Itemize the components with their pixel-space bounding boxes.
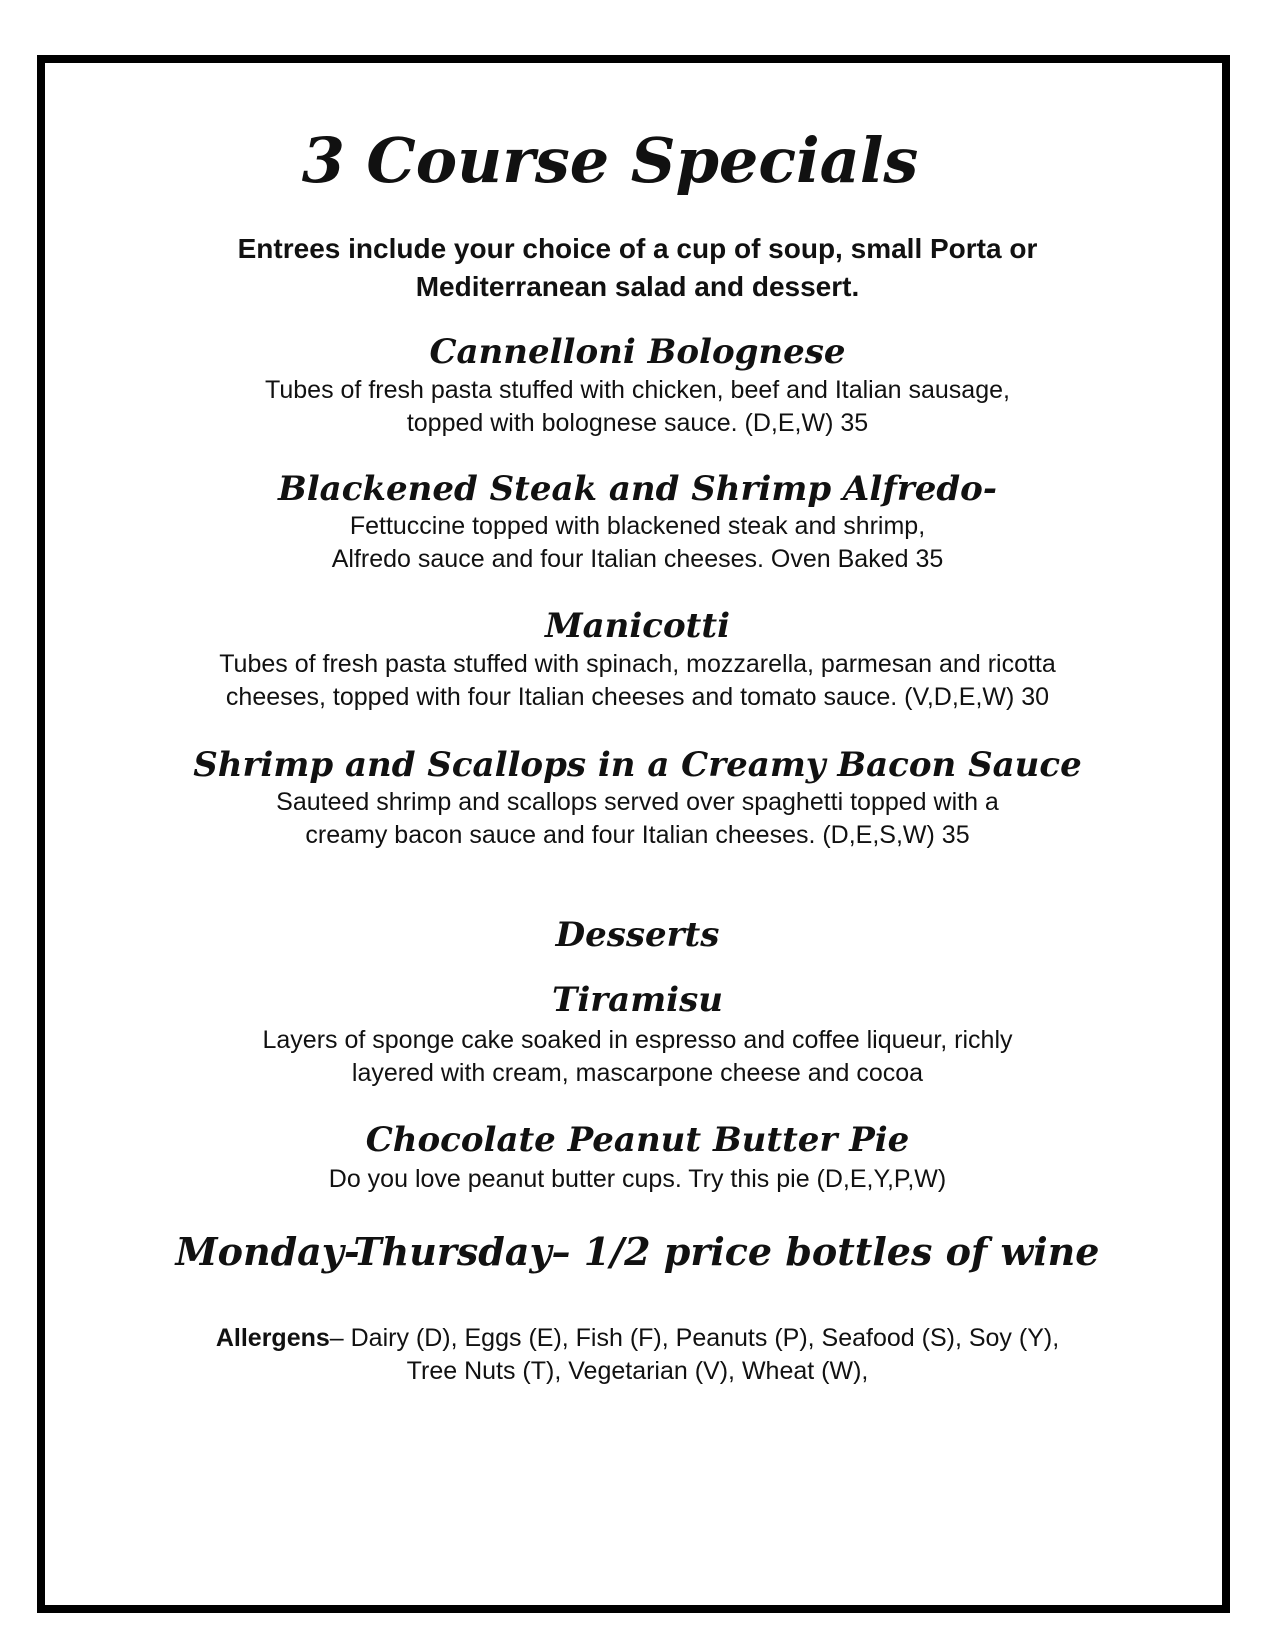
entree-description	[60, 374, 1215, 440]
intro-line: Mediterranean salad and dessert.	[415, 271, 860, 302]
intro-line: Entrees include your choice of a cup of soup, small Porta or	[237, 233, 1038, 264]
description-line: Fettuccine topped with blackened steak and shrimp,	[349, 512, 926, 540]
entree-name: Blackened Steak and Shrimp Alfredo-	[278, 469, 997, 509]
description-line: layered with cream, mascarpone cheese and cocoa	[351, 1059, 924, 1087]
allergens-legend	[60, 1322, 1215, 1388]
allergens-label: Allergens	[215, 1324, 330, 1352]
intro-text	[60, 230, 1215, 306]
dessert-description	[60, 1024, 1215, 1090]
entree-name: Cannelloni Bolognese	[429, 332, 846, 372]
description-line: Tubes of fresh pasta stuffed with spinach, mozzarella, parmesan and ricotta	[219, 650, 1056, 678]
dessert-description	[60, 1163, 1215, 1196]
description-line: cheeses, topped with four Italian cheeses and tomato sauce. (V,D,E,W) 30	[225, 683, 1050, 711]
entree-name: Manicotti	[544, 606, 730, 646]
wine-promo: Monday-Thursday– 1/2 price bottles of wine	[175, 1229, 1100, 1274]
description-line: Do you love peanut butter cups. Try this pie (D,E,Y,P,W)	[328, 1165, 947, 1193]
desserts-heading: Desserts	[555, 915, 720, 955]
dessert-name: Chocolate Peanut Butter Pie	[365, 1120, 910, 1160]
allergens-line	[60, 1322, 1215, 1355]
description-line: Layers of sponge cake soaked in espresso and coffee liqueur, richly	[262, 1026, 1013, 1054]
description-line: Tubes of fresh pasta stuffed with chicken, beef and Italian sausage,	[265, 376, 1010, 404]
allergens-text: – Dairy (D), Eggs (E), Fish (F), Peanuts (P), Seafood (S), Soy (Y),	[329, 1324, 1060, 1352]
entree-description	[60, 510, 1215, 576]
description-line: creamy bacon sauce and four Italian cheeses. (D,E,S,W) 35	[305, 821, 970, 849]
description-line: Sauteed shrimp and scallops served over spaghetti topped with a	[276, 788, 999, 816]
entree-description	[60, 648, 1215, 714]
page-title: 3 Course Specials	[301, 124, 919, 197]
dessert-name: Tiramisu	[552, 980, 723, 1020]
description-line: Alfredo sauce and four Italian cheeses. Oven Baked 35	[331, 545, 944, 573]
description-line: topped with bolognese sauce. (D,E,W) 35	[406, 409, 869, 437]
allergens-line: Tree Nuts (T), Vegetarian (V), Wheat (W),	[406, 1357, 869, 1385]
entree-name: Shrimp and Scallops in a Creamy Bacon Sauce	[193, 745, 1082, 785]
entree-description	[60, 786, 1215, 852]
